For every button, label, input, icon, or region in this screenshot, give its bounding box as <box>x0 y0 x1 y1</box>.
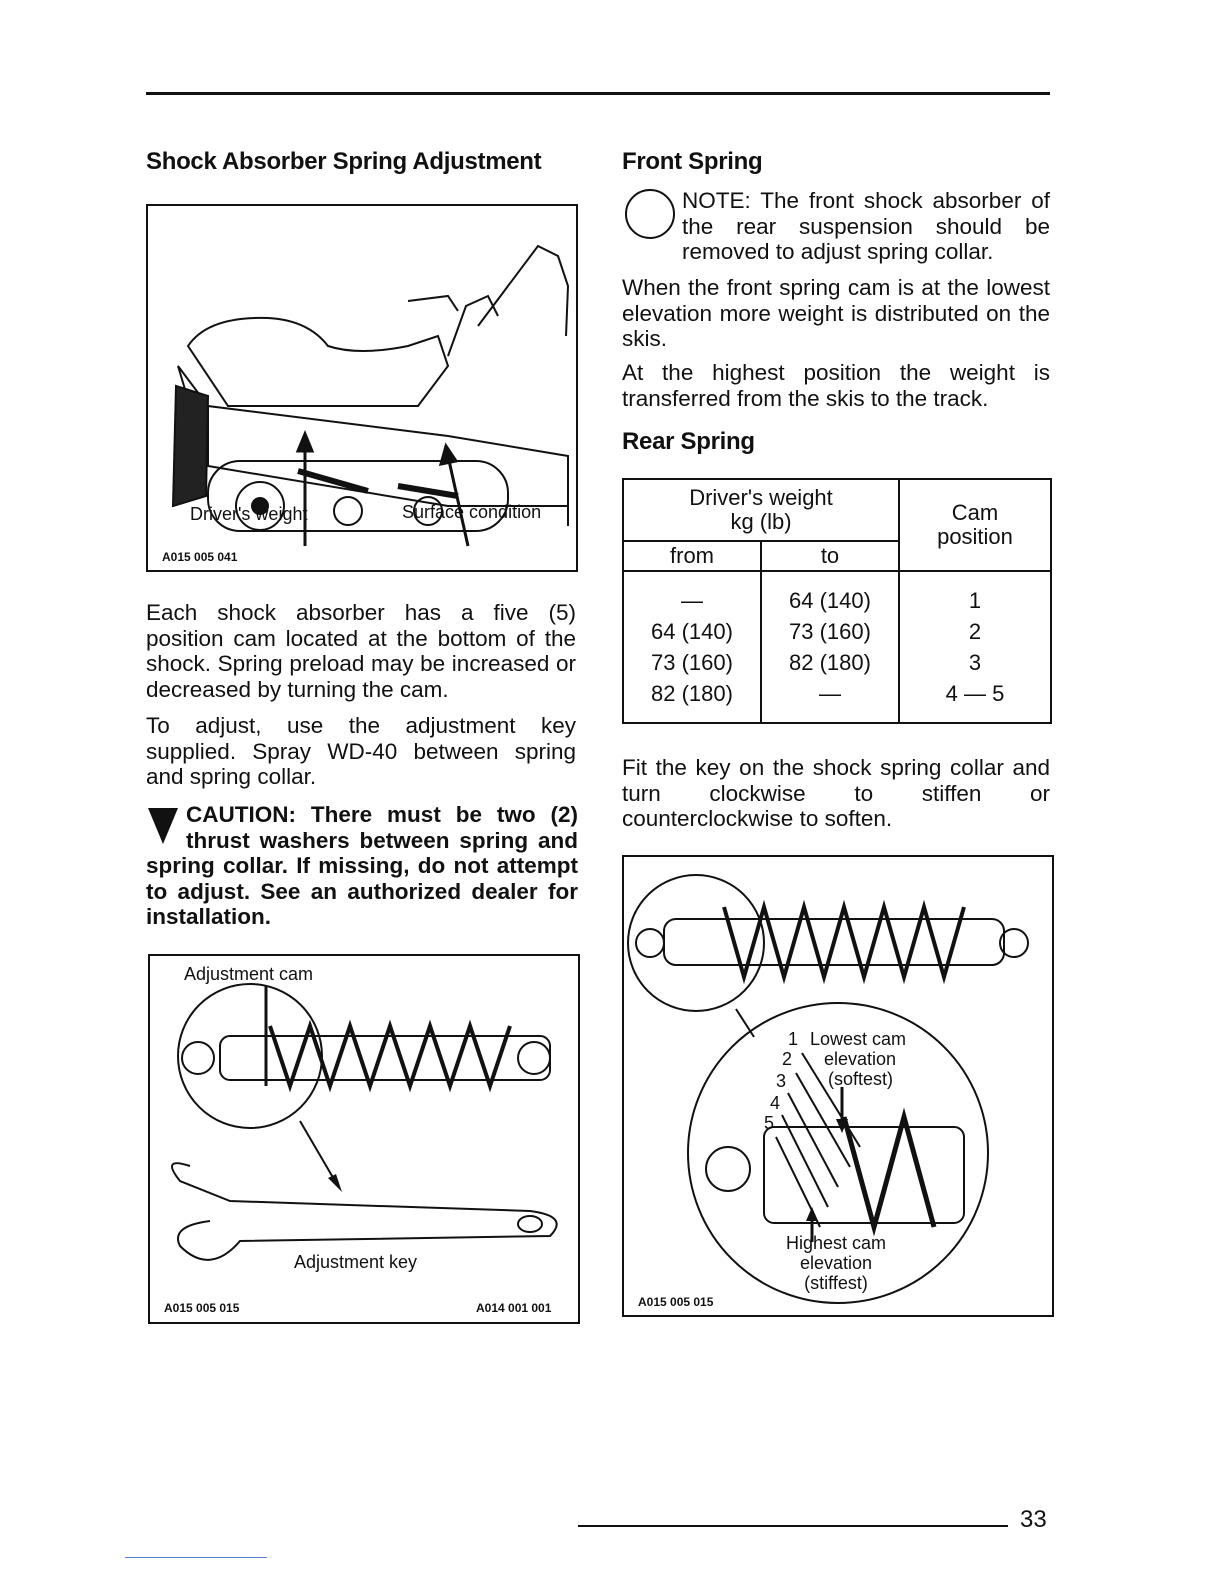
lowest-line-2: elevation <box>824 1049 897 1069</box>
label-adjustment-key: Adjustment key <box>294 1252 418 1272</box>
label-drivers-weight: Driver's weight <box>190 504 308 524</box>
column-from <box>623 571 761 723</box>
table-cell-to: 82 (180) <box>789 650 871 675</box>
highest-line-3: (stiffest) <box>804 1273 868 1293</box>
column-to <box>761 571 899 723</box>
label-num-4: 4 <box>770 1093 781 1113</box>
lowest-line-1: Lowest cam <box>810 1029 907 1049</box>
label-num-5: 5 <box>764 1113 775 1133</box>
highest-line-2: elevation <box>799 1253 873 1273</box>
paragraph-cam-position: Each shock absorber has a five (5) position cam located at the bottom of the shock. Spring preload may be increased or decreased by turning the cam. <box>146 600 576 702</box>
figure-code-left: A015 005 015 <box>164 1301 240 1315</box>
table-cell-to: — <box>819 681 841 706</box>
top-rule <box>146 92 1050 95</box>
label-lowest-cam <box>810 1029 906 1089</box>
note-block <box>622 188 1050 265</box>
column-cam <box>899 571 1051 723</box>
paragraph-adjust: To adjust, use the adjustment key supplied. Spray WD-40 between spring and spring collar. <box>146 713 576 789</box>
paragraph-fit-key: Fit the key on the shock spring collar and turn clockwise to stiffen or counterclockwise to soften. <box>622 755 1050 831</box>
table-cell-to: 64 (140) <box>789 588 871 613</box>
section-heading-rear-spring: Rear Spring <box>622 428 755 455</box>
header-weight-label: Driver's weight <box>689 485 833 510</box>
table-cell-to: 73 (160) <box>789 619 871 644</box>
header-from: from <box>623 541 761 571</box>
label-num-3: 3 <box>776 1071 787 1091</box>
table-cell-cam: 2 <box>968 619 982 644</box>
section-heading-front-spring: Front Spring <box>622 148 763 175</box>
caution-triangle-icon <box>146 806 180 846</box>
figure-cam-elevation <box>622 855 1054 1317</box>
table-cell-cam: 3 <box>968 650 982 675</box>
right-column <box>622 148 1054 1309</box>
left-column <box>146 148 578 1315</box>
table-cell-cam: 1 <box>968 588 982 613</box>
table-cell-cam: 4 — 5 <box>945 681 1005 706</box>
caution-text: CAUTION: There must be two (2) thrust washers between spring and spring collar. If missing, do not attempt to adjust. See an authorized dealer for installation. <box>146 802 578 929</box>
header-units-label: kg (lb) <box>730 509 792 534</box>
figure-code-right: A014 001 001 <box>476 1301 552 1315</box>
figure-snowmobile <box>146 204 578 572</box>
label-highest-cam <box>776 1233 896 1293</box>
header-position-label: position <box>937 524 1013 549</box>
label-num-2: 2 <box>782 1049 793 1069</box>
figure-code: A015 005 015 <box>638 1295 714 1309</box>
header-cam-label: Cam <box>951 500 999 525</box>
paragraph-lowest-elevation: When the front spring cam is at the lowest elevation more weight is distributed on the skis. <box>622 275 1050 351</box>
table-cell-from: 82 (180) <box>651 681 733 706</box>
paragraph-highest-position: At the highest position the weight is transferred from the skis to the track. <box>622 360 1050 411</box>
note-circle-icon <box>622 188 678 240</box>
rear-spring-table <box>622 478 1052 724</box>
note-text: NOTE: The front shock absorber of the rear suspension should be removed to adjust spring collar. <box>682 188 1050 264</box>
header-to: to <box>761 541 899 571</box>
label-num-1: 1 <box>788 1029 799 1049</box>
label-surface-condition: Surface condition <box>402 502 542 522</box>
lowest-line-3: (softest) <box>828 1069 894 1089</box>
page-number: 33 <box>1020 1506 1047 1533</box>
header-cam-position <box>899 479 1051 571</box>
table-cell-from: — <box>681 588 703 613</box>
bottom-rule <box>578 1525 1008 1527</box>
blue-underline <box>125 1557 267 1558</box>
highest-line-1: Highest cam <box>785 1233 887 1253</box>
header-drivers-weight <box>623 479 899 541</box>
table-cell-from: 73 (160) <box>651 650 733 675</box>
section-heading-shock: Shock Absorber Spring Adjustment <box>146 148 542 175</box>
label-adjustment-cam: Adjustment cam <box>184 964 314 984</box>
figure-code: A015 005 041 <box>162 550 238 564</box>
caution-block <box>146 802 578 930</box>
figure-adjustment-key <box>148 954 580 1324</box>
table-cell-from: 64 (140) <box>651 619 733 644</box>
